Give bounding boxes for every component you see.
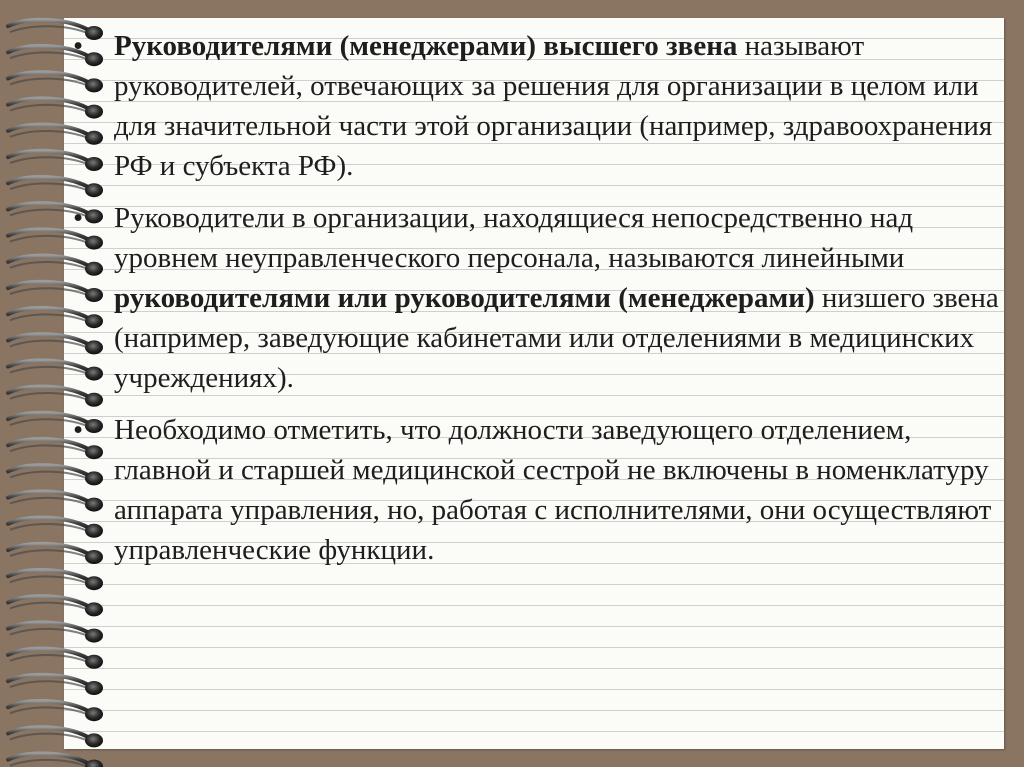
bullet-marker: • bbox=[73, 30, 84, 62]
spiral-ring bbox=[8, 753, 103, 767]
bullet-item-3 bbox=[70, 410, 1005, 570]
bullet-1-bold-text: Руководителями (менеджерами) высшего звена bbox=[114, 30, 738, 62]
bullet-2-bold-text: руководителями или руководителями (менеджерами) bbox=[114, 282, 815, 314]
slide-content bbox=[70, 26, 1005, 582]
bullet-item-1 bbox=[70, 26, 1005, 186]
bullet-3-text: Необходимо отметить, что должности заведующего отделением, главной и старшей медицинской сестрой не включены в номенклатуру аппарата управления, но, работая с исполнителями, они осуществляют управленческие функции. bbox=[114, 414, 992, 566]
bullet-2-text-end: низшего звена (например, заведующие кабинетами или отделениями в медицинских учреждениях). bbox=[114, 282, 999, 394]
bullet-marker: • bbox=[73, 414, 84, 446]
bullet-1-text: называют руководителей, отвечающих за решения для организации в целом или для значительной части этой организации (например, здравоохранения РФ и субъекта РФ). bbox=[114, 30, 993, 182]
bullet-item-2 bbox=[70, 198, 1005, 398]
bullet-2-text-start: Руководители в организации, находящиеся непосредственно над уровнем неуправленческого персонала, называются линейными bbox=[114, 202, 914, 274]
bullet-marker: • bbox=[73, 202, 84, 234]
